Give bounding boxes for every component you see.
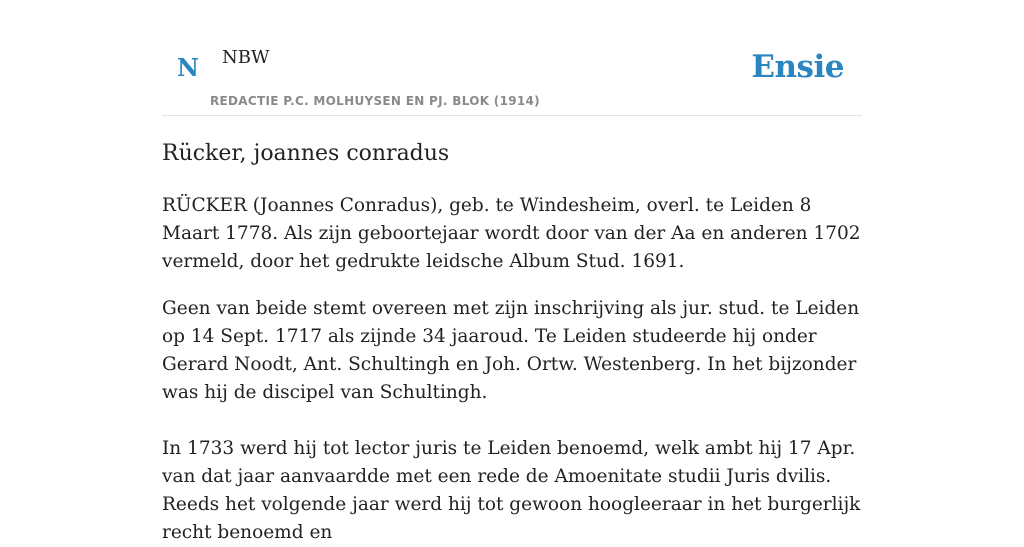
source-subtitle: REDACTIE P.C. MOLHUYSEN EN PJ. BLOK (1914)	[210, 94, 540, 108]
source-name[interactable]: NBW	[222, 47, 270, 68]
article	[162, 138, 867, 547]
source-logo[interactable]: N	[177, 53, 199, 82]
article-paragraph: In 1733 werd hij tot lector juris te Leiden benoemd, welk ambt hij 17 Apr. van dat jaar aanvaardde met een rede de Amoenitate studii Juris dvilis. Reeds het volgende jaar werd hij tot gewoon hoogleeraar in het burgerlijk recht benoemd en	[162, 438, 861, 543]
article-paragraph: RÜCKER (Joannes Conradus), geb. te Windesheim, overl. te Leiden 8 Maart 1778. Als zijn geboortejaar wordt door van der Aa en anderen 1702 vermeld, door het gedrukte leidsche Album Stud. 1691.	[162, 195, 861, 272]
ensie-logo[interactable]: Ensie	[751, 49, 844, 85]
source-header	[162, 0, 862, 116]
article-title: Rücker, joannes conradus	[162, 141, 450, 166]
article-paragraph: Geen van beide stemt overeen met zijn inschrijving als jur. stud. te Leiden op 14 Sept. 1717 als zijnde 34 jaaroud. Te Leiden studeerde hij onder Gerard Noodt, Ant. Schultingh en Joh. Ortw. Westenberg. In het bijzonder was hij de discipel van Schultingh.	[162, 298, 860, 403]
